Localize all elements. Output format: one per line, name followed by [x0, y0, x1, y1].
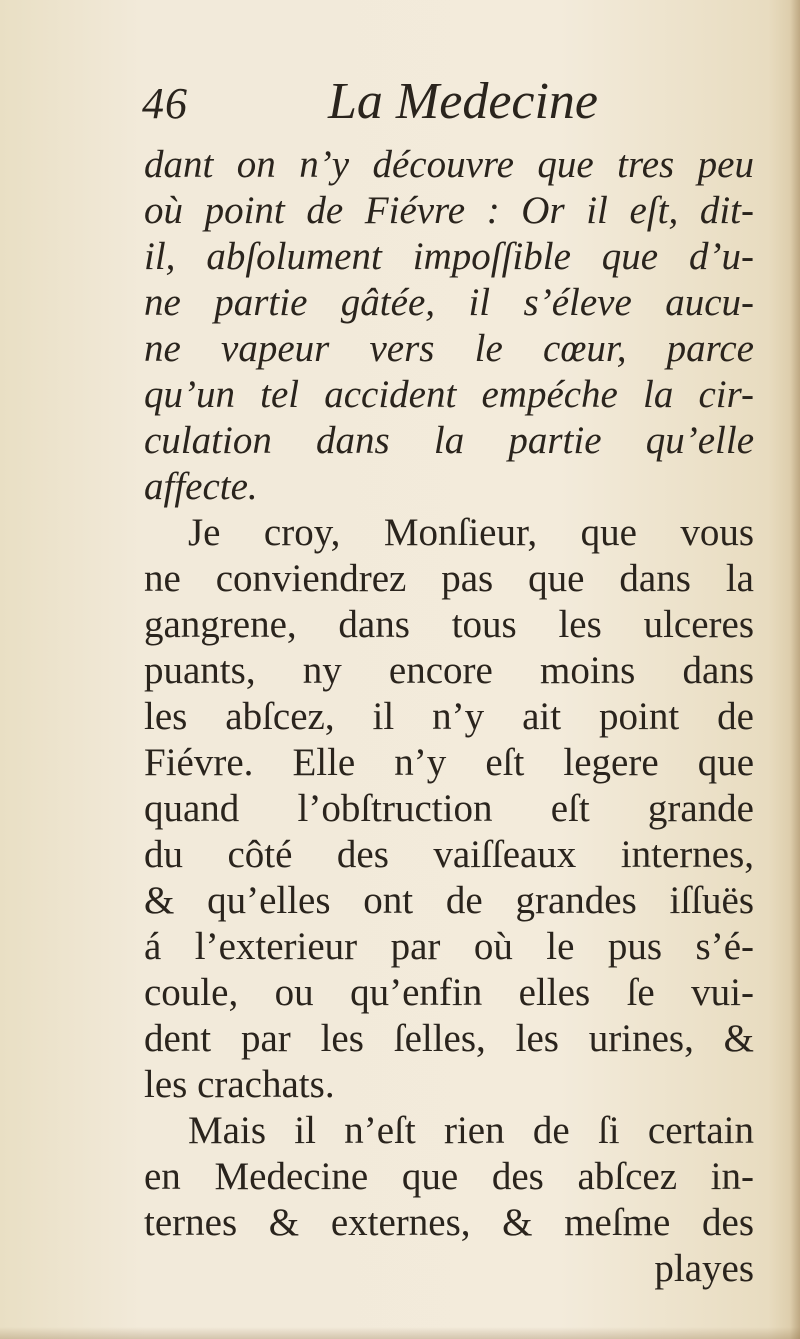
text-line: en Medecine que des abſcez in- — [144, 1155, 754, 1198]
text-line: qu’un tel accident empéche la cir- — [144, 373, 754, 416]
catchword: playes — [654, 1247, 754, 1290]
text-line: affecte. — [144, 465, 258, 508]
text-line: dant on n’y découvre que tres peu — [144, 143, 754, 186]
text-line: les abſcez, il n’y ait point de — [144, 695, 754, 738]
text-line: Mais il n’eſt rien de ſi certain — [188, 1109, 754, 1152]
text-line: ternes & externes, & meſme des — [144, 1201, 754, 1244]
text-line: Fiévre. Elle n’y eſt legere que — [144, 741, 754, 784]
page-number: 46 — [142, 79, 188, 128]
text-line: & qu’elles ont de grandes iſſuës — [144, 879, 754, 922]
text-line: quand l’obſtruction eſt grande — [144, 787, 754, 830]
text-line: á l’exterieur par où le pus s’é- — [144, 925, 754, 968]
text-line: Je croy, Monſieur, que vous — [188, 511, 754, 554]
text-line: ne partie gâtée, il s’éleve aucu- — [144, 281, 754, 324]
italic-quotation — [144, 142, 754, 510]
page-header — [140, 72, 760, 142]
page-bottom-shadow — [0, 1327, 800, 1339]
paragraph-2 — [144, 1108, 754, 1292]
text-line: ne conviendrez pas que dans la — [144, 557, 754, 600]
paragraph-1 — [144, 510, 754, 1108]
running-title: La Medecine — [328, 73, 599, 130]
text-line: gangrene, dans tous les ulceres — [144, 603, 754, 646]
page-edge-shadow — [790, 0, 800, 1339]
text-line: ne vapeur vers le cœur, parce — [144, 327, 754, 370]
text-line: puants, ny encore moins dans — [144, 649, 754, 692]
text-line: il, abſolument impoſſible que d’u- — [144, 235, 754, 278]
text-line: du côté des vaiſſeaux internes, — [144, 833, 754, 876]
body-text — [144, 142, 754, 1292]
text-line: coule, ou qu’enfin elles ſe vui- — [144, 971, 754, 1014]
text-line: les crachats. — [144, 1063, 335, 1106]
text-line: dent par les ſelles, les urines, & — [144, 1017, 754, 1060]
text-line: culation dans la partie qu’elle — [144, 419, 754, 462]
text-line: où point de Fiévre : Or il eſt, dit- — [144, 189, 754, 232]
